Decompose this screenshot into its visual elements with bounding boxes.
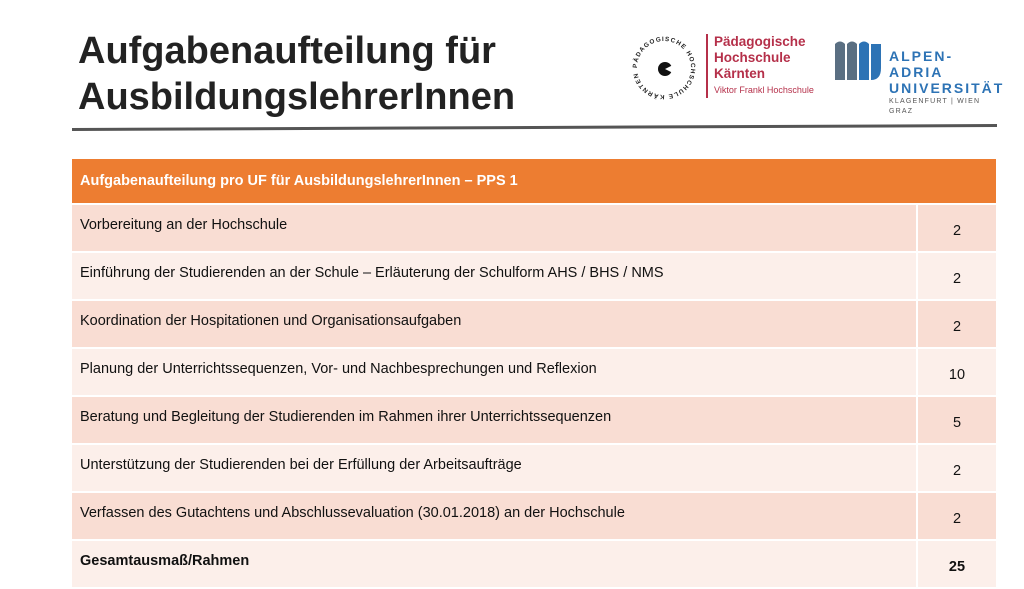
ph-logo-divider [706,34,708,98]
task-value: 2 [917,204,997,252]
ph-subtitle: Viktor Frankl Hochschule [714,85,814,95]
page-title [78,28,598,120]
aau-mark-icon [834,38,886,82]
task-label: Planung der Unterrichtssequenzen, Vor- und Nachbesprechungen und Reflexion [71,348,917,396]
ph-seal-icon [628,32,700,104]
ph-name-line-3: Kärnten [714,66,766,81]
task-label: Verfassen des Gutachtens und Abschlussevaluation (30.01.2018) an der Hochschule [71,492,917,540]
total-label: Gesamtausmaß/Rahmen [71,540,917,588]
ph-name-line-1: Pädagogische [714,34,806,49]
table-row [71,300,997,348]
task-value: 2 [917,492,997,540]
table-row [71,348,997,396]
task-value: 2 [917,300,997,348]
table-total-row [71,540,997,588]
aau-logo [834,38,1005,115]
aau-line-2: UNIVERSITÄT [889,80,1005,96]
table-header: Aufgabenaufteilung pro UF für AusbildungslehrerInnen – PPS 1 [71,158,997,204]
task-value: 2 [917,444,997,492]
table-row [71,252,997,300]
task-label: Einführung der Studierenden an der Schule – Erläuterung der Schulform AHS / BHS / NMS [71,252,917,300]
total-value: 25 [917,540,997,588]
aau-line-3: KLAGENFURT | WIEN GRAZ [889,98,981,115]
task-allocation-table [70,157,998,589]
task-label: Beratung und Begleitung der Studierenden im Rahmen ihrer Unterrichtssequenzen [71,396,917,444]
title-line-2: AusbildungslehrerInnen [78,76,516,118]
task-label: Koordination der Hospitationen und Organisationsaufgaben [71,300,917,348]
task-value: 2 [917,252,997,300]
title-divider [72,124,997,131]
task-label: Vorbereitung an der Hochschule [71,204,917,252]
table-row [71,204,997,252]
task-label: Unterstützung der Studierenden bei der Erfüllung der Arbeitsaufträge [71,444,917,492]
table-row [71,492,997,540]
ph-kaernten-logo [628,32,818,102]
table-header-row [71,158,997,204]
title-line-1: Aufgabenaufteilung für [78,30,496,72]
table-row [71,444,997,492]
task-value: 5 [917,396,997,444]
task-value: 10 [917,348,997,396]
ph-name-line-2: Hochschule [714,50,791,65]
ph-seal-text: PÄDAGOGISCHE HOCHSCHULE KÄRNTEN [631,35,697,101]
aau-line-1: ALPEN-ADRIA [889,48,954,80]
table-row [71,396,997,444]
